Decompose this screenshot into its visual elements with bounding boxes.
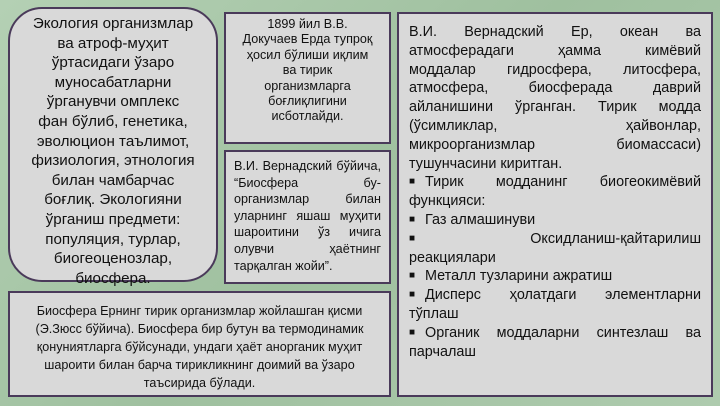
bullet-item: [409, 267, 701, 286]
ecology-line: боғлиқ. Экологияни: [44, 191, 182, 209]
intro-line: В.И. Вернадский Ер, океан ва: [409, 24, 701, 40]
bullet-text: Тирик модданинг биогеокимёвий: [425, 174, 701, 191]
ecology-line: фан бўлиб, генетика,: [38, 112, 188, 130]
intro-line: атмосферадаги ҳамма кимёвий: [409, 42, 701, 59]
biosphere-definition-text: Биосфера Ернинг тирик организмлар жойлашган қисми (Э.Зюсс бўйича). Биосфера бир бутун ва термодинамик қонуниятларга бўйсунади, ундаги ҳаёт анорганик муҳит шароити билан барча тирикликнинг доимий ва ўзаро таъсирида бўлади.: [35, 304, 364, 390]
bullet-square-icon: ■: [409, 176, 416, 188]
ecology-text: [24, 14, 202, 288]
bullet-text: Оксидланиш-қайтарилиш: [530, 230, 701, 247]
bullet-item: [409, 173, 701, 192]
bullet-text: Газ алмашинуви: [425, 211, 536, 228]
dokuchaev-line: боғлиқлигини: [268, 94, 347, 109]
ecology-line: биогеоценозлар,: [53, 250, 173, 268]
dokuchaev-line: ва тирик: [282, 63, 333, 78]
ecology-line: Экология организмлар: [32, 15, 194, 32]
bullet-square-icon: ■: [409, 213, 416, 225]
ecology-line: ва атроф-муҳит: [57, 34, 169, 52]
dokuchaev-line: 1899 йил В.В.: [267, 17, 348, 31]
bullet-square-icon: ■: [409, 326, 416, 338]
bullet-text: Дисперс ҳолатдаги элементларни: [425, 287, 701, 304]
biosphere-definition-box: [8, 291, 391, 397]
intro-line: (ўсимликлар, ҳайвонлар,: [409, 117, 701, 134]
bullet-item: [409, 211, 701, 230]
ecology-definition-box: [8, 7, 218, 287]
ecology-line: физиология, этнология: [31, 152, 195, 170]
ecology-line: муносабатларни: [54, 73, 172, 91]
vernadsky-living-matter-box: [397, 12, 713, 397]
dokuchaev-line: организмларга: [264, 78, 351, 93]
intro-line: тушунчасини киритган.: [409, 155, 563, 172]
ecology-line: популяция, турлар,: [45, 230, 181, 248]
vernadsky-biosphere-definition-box: [224, 150, 391, 284]
dokuchaev-box: [224, 12, 391, 144]
ecology-line: ўрганиш предмети:: [45, 210, 181, 228]
bullet-text-continued: парчалаш: [409, 343, 476, 360]
dokuchaev-line: ҳосил бўлиши иқлим: [246, 47, 369, 62]
ecology-line: билан чамбарчас: [51, 171, 175, 189]
ecology-line: ўрганувчи омплекс: [46, 93, 180, 111]
ecology-line: эволюцион таълимот,: [36, 132, 190, 150]
intro-line: моддалар гидросфера, литосфера,: [409, 61, 701, 78]
intro-line: айланишини ўрганган. Тирик модда: [409, 99, 701, 116]
bullet-square-icon: ■: [409, 232, 416, 244]
vernadsky-definition-text: В.И. Вернадский бўйича, “Биосфера бу- организмлар билан уларнинг яшаш муҳити шароитини ўз ичига олувчи ҳаётнинг тарқалган жойи”.: [234, 159, 381, 273]
ecology-line: биосфера.: [75, 269, 151, 287]
dokuchaev-line: Докучаев Ерда тупроқ: [242, 32, 373, 47]
intro-line: микроорганизмлар биомассаси): [409, 136, 701, 153]
bullet-text-continued: функцияси:: [409, 193, 486, 210]
intro-line: атмосфера, биосферада даврий: [409, 80, 701, 97]
bullet-text-continued: тўплаш: [409, 305, 459, 322]
bullet-text-continued: реакциялари: [409, 249, 496, 266]
bullet-item: [409, 230, 701, 249]
ecology-line: ўртасидаги ўзаро: [51, 54, 175, 72]
bullet-square-icon: ■: [409, 270, 416, 282]
bullet-text: Металл тузларини ажратиш: [425, 268, 613, 285]
bullet-item: [409, 324, 701, 343]
bullet-square-icon: ■: [409, 289, 416, 301]
dokuchaev-line: исботлайди.: [271, 109, 344, 124]
bullet-text: Органик моддаларни синтезлаш ва: [425, 324, 701, 341]
bullet-item: [409, 286, 701, 305]
